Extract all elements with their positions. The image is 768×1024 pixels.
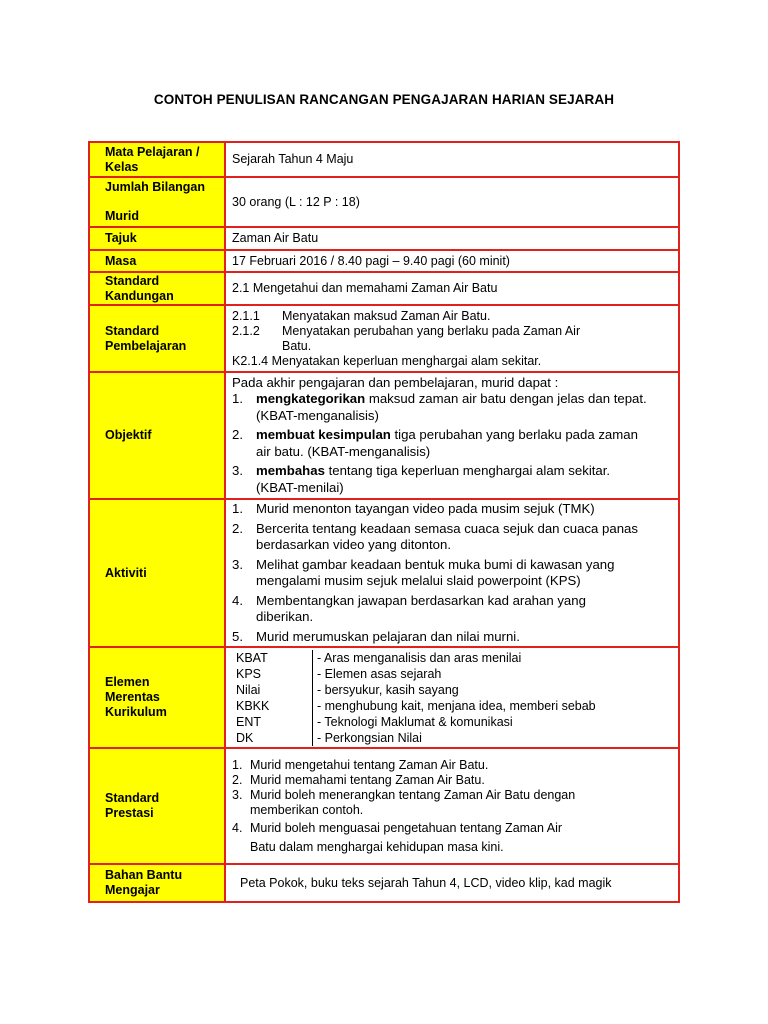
value-text: 30 orang (L : 12 P : 18) bbox=[232, 194, 360, 209]
list-item: 1. mengkategorikan maksud zaman air batu dengan jelas dan tepat. (KBAT-menganalisis) bbox=[232, 391, 647, 423]
value-cell bbox=[225, 864, 679, 902]
list-item: 1. Murid mengetahui tentang Zaman Air Batu. bbox=[232, 757, 489, 772]
list-item: 3. membahas tentang tiga keperluan menghargai alam sekitar. (KBAT-menilai) bbox=[232, 463, 611, 495]
list-item-continuation: Batu. bbox=[282, 338, 312, 353]
value-cell bbox=[225, 250, 679, 272]
table-row bbox=[89, 305, 679, 372]
label-cell bbox=[89, 305, 225, 372]
label-text: Murid bbox=[105, 209, 140, 223]
list-item: 4. Murid boleh menguasai pengetahuan tentang Zaman Air Batu dalam menghargai kehidupan masa kini. bbox=[232, 820, 563, 854]
element-table bbox=[226, 650, 678, 746]
table-row bbox=[89, 250, 679, 272]
list-item: 2. Bercerita tentang keadaan semasa cuaca sejuk dan cuaca panas berdasarkan video yang ditonton. bbox=[232, 520, 638, 552]
label-text: Jumlah Bilangan bbox=[105, 180, 206, 194]
table-row bbox=[89, 272, 679, 305]
label-cell bbox=[89, 499, 225, 647]
label-text: Merentas bbox=[105, 690, 160, 704]
table-row bbox=[89, 748, 679, 864]
table-row bbox=[89, 177, 679, 227]
label-text: Kandungan bbox=[105, 288, 174, 303]
list-item: 2.1.1 Menyatakan maksud Zaman Air Batu. bbox=[232, 308, 491, 323]
value-cell bbox=[225, 372, 679, 499]
list-item: KBAT - Aras menganalisis dan aras menilai bbox=[226, 650, 678, 666]
value-cell bbox=[225, 647, 679, 748]
value-cell bbox=[225, 177, 679, 227]
list-item: 1. Murid menonton tayangan video pada musim sejuk (TMK) bbox=[232, 501, 595, 516]
value-cell bbox=[225, 305, 679, 372]
activity-list bbox=[232, 501, 672, 645]
label-cell bbox=[89, 177, 225, 227]
label-text: Tajuk bbox=[105, 231, 137, 245]
label-text: Standard bbox=[105, 273, 160, 288]
value-text: 17 Februari 2016 / 8.40 pagi – 9.40 pagi (60 minit) bbox=[232, 253, 510, 268]
list-item: 2. Murid memahami tentang Zaman Air Batu. bbox=[232, 772, 485, 787]
label-cell bbox=[89, 142, 225, 177]
label-text: Masa bbox=[105, 253, 137, 268]
label-text: Pembelajaran bbox=[105, 338, 187, 353]
list-item: KPS - Elemen asas sejarah bbox=[226, 666, 678, 682]
list-item: K2.1.4 Menyatakan keperluan menghargai alam sekitar. bbox=[232, 353, 542, 368]
label-cell bbox=[89, 647, 225, 748]
list-item: KBKK - menghubung kait, menjana idea, memberi sebab bbox=[226, 698, 678, 714]
list-item: 5. Murid merumuskan pelajaran dan nilai murni. bbox=[232, 628, 520, 644]
table-row bbox=[89, 499, 679, 647]
value-cell bbox=[225, 748, 679, 864]
value-text: Peta Pokok, buku teks sejarah Tahun 4, LCD, video klip, kad magik bbox=[240, 875, 612, 890]
table-row bbox=[89, 142, 679, 177]
objective-list bbox=[232, 391, 672, 496]
value-text: Zaman Air Batu bbox=[232, 231, 319, 245]
value-text: Sejarah Tahun 4 Maju bbox=[232, 152, 354, 166]
label-cell bbox=[89, 372, 225, 499]
list-item: 3. Melihat gambar keadaan bentuk muka bumi di kawasan yang mengalami musim sejuk melalui slaid powerpoint (KPS) bbox=[232, 556, 615, 588]
label-text: Aktiviti bbox=[105, 565, 147, 580]
label-text: Elemen bbox=[105, 675, 150, 689]
label-cell bbox=[89, 272, 225, 305]
table-row bbox=[89, 864, 679, 902]
label-text: Standard bbox=[105, 323, 160, 338]
label-cell bbox=[89, 748, 225, 864]
label-cell bbox=[89, 250, 225, 272]
list-item: ENT - Teknologi Maklumat & komunikasi bbox=[226, 714, 678, 730]
label-text: Objektif bbox=[105, 428, 152, 442]
lesson-plan-table bbox=[88, 141, 680, 903]
value-text: 2.1 Mengetahui dan memahami Zaman Air Batu bbox=[232, 281, 498, 295]
table-row bbox=[89, 227, 679, 250]
list-item: 4. Membentangkan jawapan berdasarkan kad arahan yang diberikan. bbox=[232, 592, 586, 624]
list-item: 2.1.2 Menyatakan perubahan yang berlaku pada Zaman Air bbox=[232, 323, 581, 338]
label-text: Prestasi bbox=[105, 806, 154, 820]
label-text: Standard bbox=[105, 791, 160, 805]
page-title: CONTOH PENULISAN RANCANGAN PENGAJARAN HARIAN SEJARAH bbox=[153, 92, 615, 107]
value-cell bbox=[225, 499, 679, 647]
label-cell bbox=[89, 227, 225, 250]
label-text: Mengajar bbox=[105, 883, 160, 897]
objective-intro: Pada akhir pengajaran dan pembelajaran, murid dapat : bbox=[232, 374, 559, 390]
label-cell bbox=[89, 864, 225, 902]
list-item: Nilai - bersyukur, kasih sayang bbox=[226, 682, 678, 698]
value-cell bbox=[225, 142, 679, 177]
list-item: 2. membuat kesimpulan tiga perubahan yang berlaku pada zaman air batu. (KBAT-menganalisis) bbox=[232, 427, 638, 459]
prestasi-list bbox=[232, 758, 664, 855]
value-cell bbox=[225, 272, 679, 305]
value-cell bbox=[225, 227, 679, 250]
list-item: DK - Perkongsian Nilai bbox=[226, 730, 678, 746]
label-text: Kurikulum bbox=[105, 705, 167, 719]
table-row bbox=[89, 647, 679, 748]
table-row bbox=[89, 372, 679, 499]
label-text: Kelas bbox=[105, 159, 139, 174]
label-text: Mata Pelajaran / bbox=[105, 144, 200, 159]
label-text: Bahan Bantu bbox=[105, 868, 183, 882]
list-item: 3. Murid boleh menerangkan tentang Zaman Air Batu dengan memberikan contoh. bbox=[232, 787, 576, 817]
